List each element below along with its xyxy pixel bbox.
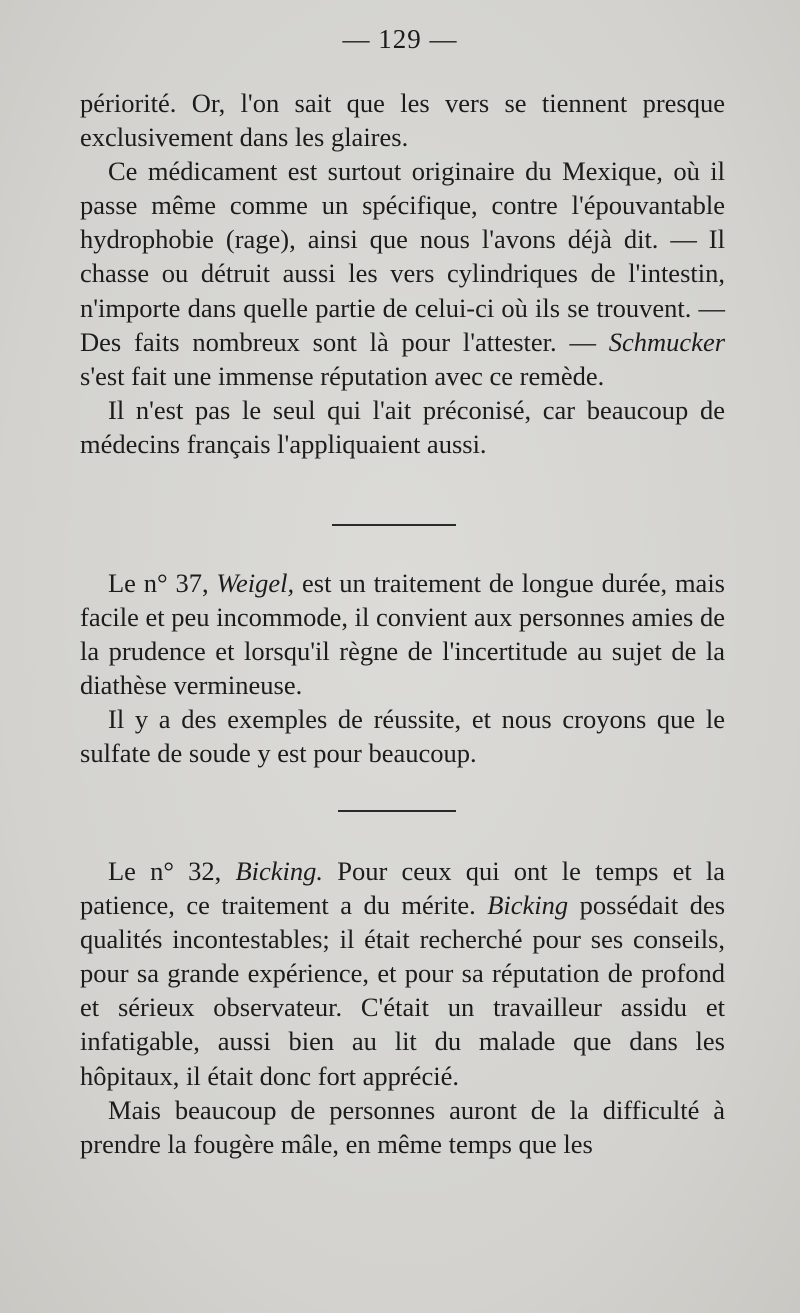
paragraph [80, 566, 725, 702]
text-block-1 [80, 86, 725, 461]
author-name: Schmucker [608, 326, 726, 357]
paragraph [80, 154, 725, 393]
paragraph [80, 854, 725, 1093]
author-name: Bicking. [235, 856, 324, 886]
page-number: — 129 — [342, 24, 458, 54]
text-block-3 [80, 854, 725, 1161]
paragraph-text: Le n° 32, [108, 856, 222, 886]
paragraph-text: possédait des qualités incontestables; il était recherché pour ses conseils, pour sa grande expérience, et pour sa réputation de profond et sérieux observateur. C'était un travailleur assidu et infatigable, aussi bien au lit du malade que dans les hôpitaux, il était donc fort apprécié. [80, 890, 726, 1091]
paragraph-text: Pour ceux qui ont le temps et la patience, ce traitement a du mérite. [80, 856, 726, 921]
paragraph-text: Ce médicament est surtout originaire du Mexique, où il passe même comme un spécifique, contre l'épouvantable hydrophobie (rage), ainsi que nous l'avons déjà dit. — Il chasse ou détruit aussi les vers cylindriques de l'intestin, n'importe dans quelle partie de celui-ci où ils se trouvent. — Des faits nombreux sont là pour l'attester. — [80, 156, 725, 357]
paragraph: périorité. Or, l'on sait que les vers se tiennent presque exclusivement dans les glaires. [80, 88, 725, 153]
section-divider [332, 524, 456, 526]
paragraph-text: est un traitement de longue durée, mais facile et peu incommode, il convient aux personnes amies de la prudence et lorsqu'il règne de l'incertitude au sujet de la diathèse vermineuse. [80, 568, 725, 701]
paragraph-text: Le n° 37, [108, 568, 209, 598]
paragraph: Il n'est pas le seul qui l'ait préconisé, car beaucoup de médecins français l'appliquaient aussi. [80, 394, 725, 459]
paragraph-text: s'est fait une immense réputation avec ce remède. [80, 360, 605, 391]
text-block-2 [80, 566, 725, 771]
author-name: Bicking [487, 890, 569, 921]
paragraph: Il y a des exemples de réussite, et nous croyons que le sulfate de soude y est pour beaucoup. [80, 704, 725, 769]
author-name: Weigel, [216, 568, 295, 598]
section-divider [338, 810, 456, 812]
paragraph: Mais beaucoup de personnes auront de la difficulté à prendre la fougère mâle, en même temps que les [80, 1094, 725, 1159]
